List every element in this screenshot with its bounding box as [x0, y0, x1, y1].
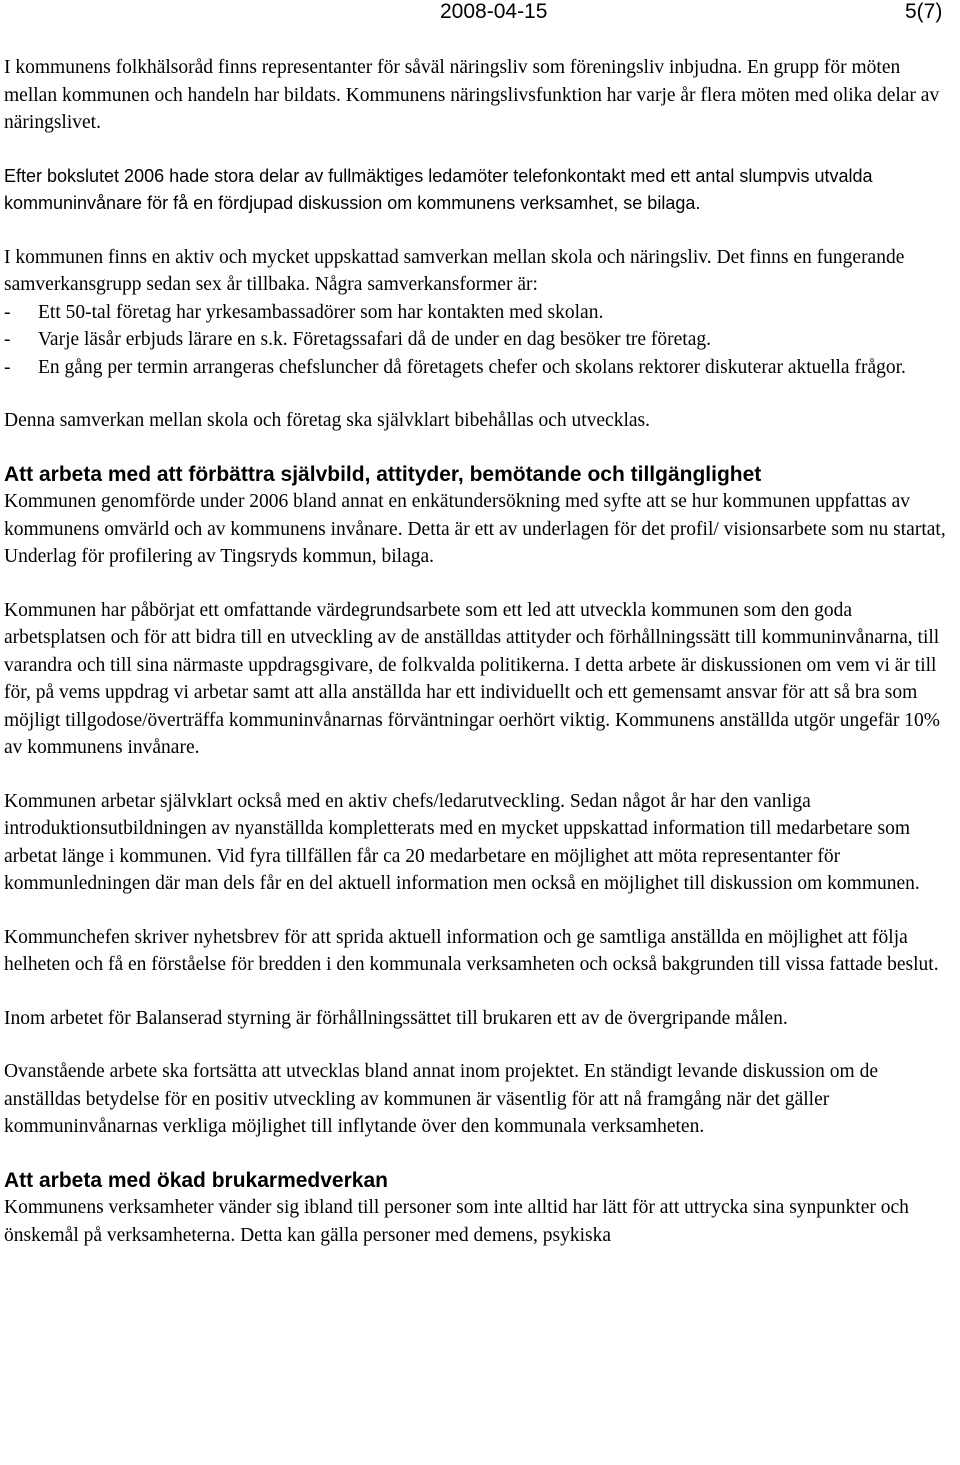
list-item-text: En gång per termin arrangeras chefsluncher då företagets chefer och skolans rektorer diskuterar aktuella frågor.: [38, 356, 906, 378]
section-heading-sjalvbild: Att arbeta med att förbättra självbild, attityder, bemötande och tillgänglighet: [4, 462, 762, 486]
list-item: [4, 326, 954, 354]
samverkansformer-list: [4, 299, 954, 382]
paragraph-bokslutet: Efter bokslutet 2006 hade stora delar av fullmäktiges ledamöter telefonkontakt med ett antal slumpvis utvalda kommuninvånare för få en fördjupad diskussion om kommunens verksamhet, se bilaga.: [4, 165, 873, 213]
paragraph-samverkan: I kommunen finns en aktiv och mycket uppskattad samverkan mellan skola och näringsliv. Det finns en fungerande samverkansgrupp sedan sex år tillbaka. Några samverkansformer är:: [4, 246, 905, 295]
list-item-text: Ett 50-tal företag har yrkesambassadörer som har kontakten med skolan.: [38, 301, 604, 323]
section-heading-brukarmedverkan: Att arbeta med ökad brukarmedverkan: [4, 1168, 388, 1192]
list-dash: -: [4, 301, 11, 323]
paragraph-enkatundersokning: Kommunen genomförde under 2006 bland annat en enkätundersökning med syfte att se hur kommunen uppfattas av kommunens omvärld och av kommunens invånare. Detta är ett av underlagen för det profil/ visionsarbete som nu startat, Underlag för profilering av Tingsryds kommun, bilaga.: [4, 491, 946, 567]
page-number: 5(7): [905, 0, 943, 23]
paragraph-bibehallas: Denna samverkan mellan skola och företag ska självklart bibehållas och utvecklas.: [4, 410, 650, 431]
page-header: [0, 0, 960, 30]
list-dash: -: [4, 329, 11, 350]
paragraph-projektet: Ovanstående arbete ska fortsätta att utvecklas bland annat inom projektet. En ständigt levande diskussion om de anställdas betydelse för en positiv utveckling av kommunen är väsentlig för att nå framgång när det gäller kommuninvånarnas verkliga möjlighet till inflytande över den kommunala verksamheten.: [4, 1061, 879, 1137]
document-date: 2008-04-15: [440, 0, 548, 23]
list-item-text: Varje läsår erbjuds lärare en s.k. Företagssafari då de under en dag besöker tre företag.: [38, 329, 711, 350]
paragraph-vardegrund: Kommunen har påbörjat ett omfattande värdegrundsarbete som ett led att utveckla kommunen som den goda arbetsplatsen och för att bidra till en utveckling av de anställdas attityder och förhållningssätt till kommuninvånarna, till varandra och till sina närmaste uppdragsgivare, de folkvalda politikerna. I detta arbete är diskussionen om vem vi är till för, på vems uppdrag vi arbetar samt att alla anställda har ett individuellt och ett gemensamt ansvar för att så bra som möjligt tillgodose/överträffa kommuninvånarnas förväntningar oerhört viktig. Kommunens anställda utgör ungefär 10% av kommunens invånare.: [4, 599, 940, 758]
paragraph-ledarutveckling: Kommunen arbetar självklart också med en aktiv chefs/ledarutveckling. Sedan något år har den vanliga introduktionsutbildningen av nyanställda kompletterats med en mycket uppskattad information till medarbetare som arbetat länge i kommunen. Vid fyra tillfällen får ca 20 medarbetare en möjlighet att möta representanter för kommunledningen där man dels får en del aktuell information men också en möjlighet till diskussion om kommunen.: [4, 790, 920, 894]
document-body: [4, 54, 954, 1275]
paragraph-nyhetsbrev: Kommunchefen skriver nyhetsbrev för att sprida aktuell information och ge samtliga anställda en möjlighet att följa helheten och få en förståelse för bredden i den kommunala verksamheten och också bakgrunden till vissa fattade beslut.: [4, 926, 939, 975]
paragraph-brukarmedverkan: Kommunens verksamheter vänder sig ibland till personer som inte alltid har lätt för att uttrycka sina synpunkter och önskemål på verksamheterna. Detta kan gälla personer med demens, psykiska: [4, 1197, 909, 1246]
paragraph-balanserad-styrning: Inom arbetet för Balanserad styrning är förhållningssättet till brukaren ett av de övergripande målen.: [4, 1007, 788, 1029]
list-dash: -: [4, 356, 11, 378]
paragraph-folkhalsorad: I kommunens folkhälsoråd finns representanter för såväl näringsliv som föreningsliv inbjudna. En grupp för möten mellan kommunen och handeln har bildats. Kommunens näringslivsfunktion har varje år flera möten med olika delar av näringslivet.: [4, 57, 940, 133]
list-item: [4, 354, 954, 382]
list-item: [4, 299, 954, 327]
